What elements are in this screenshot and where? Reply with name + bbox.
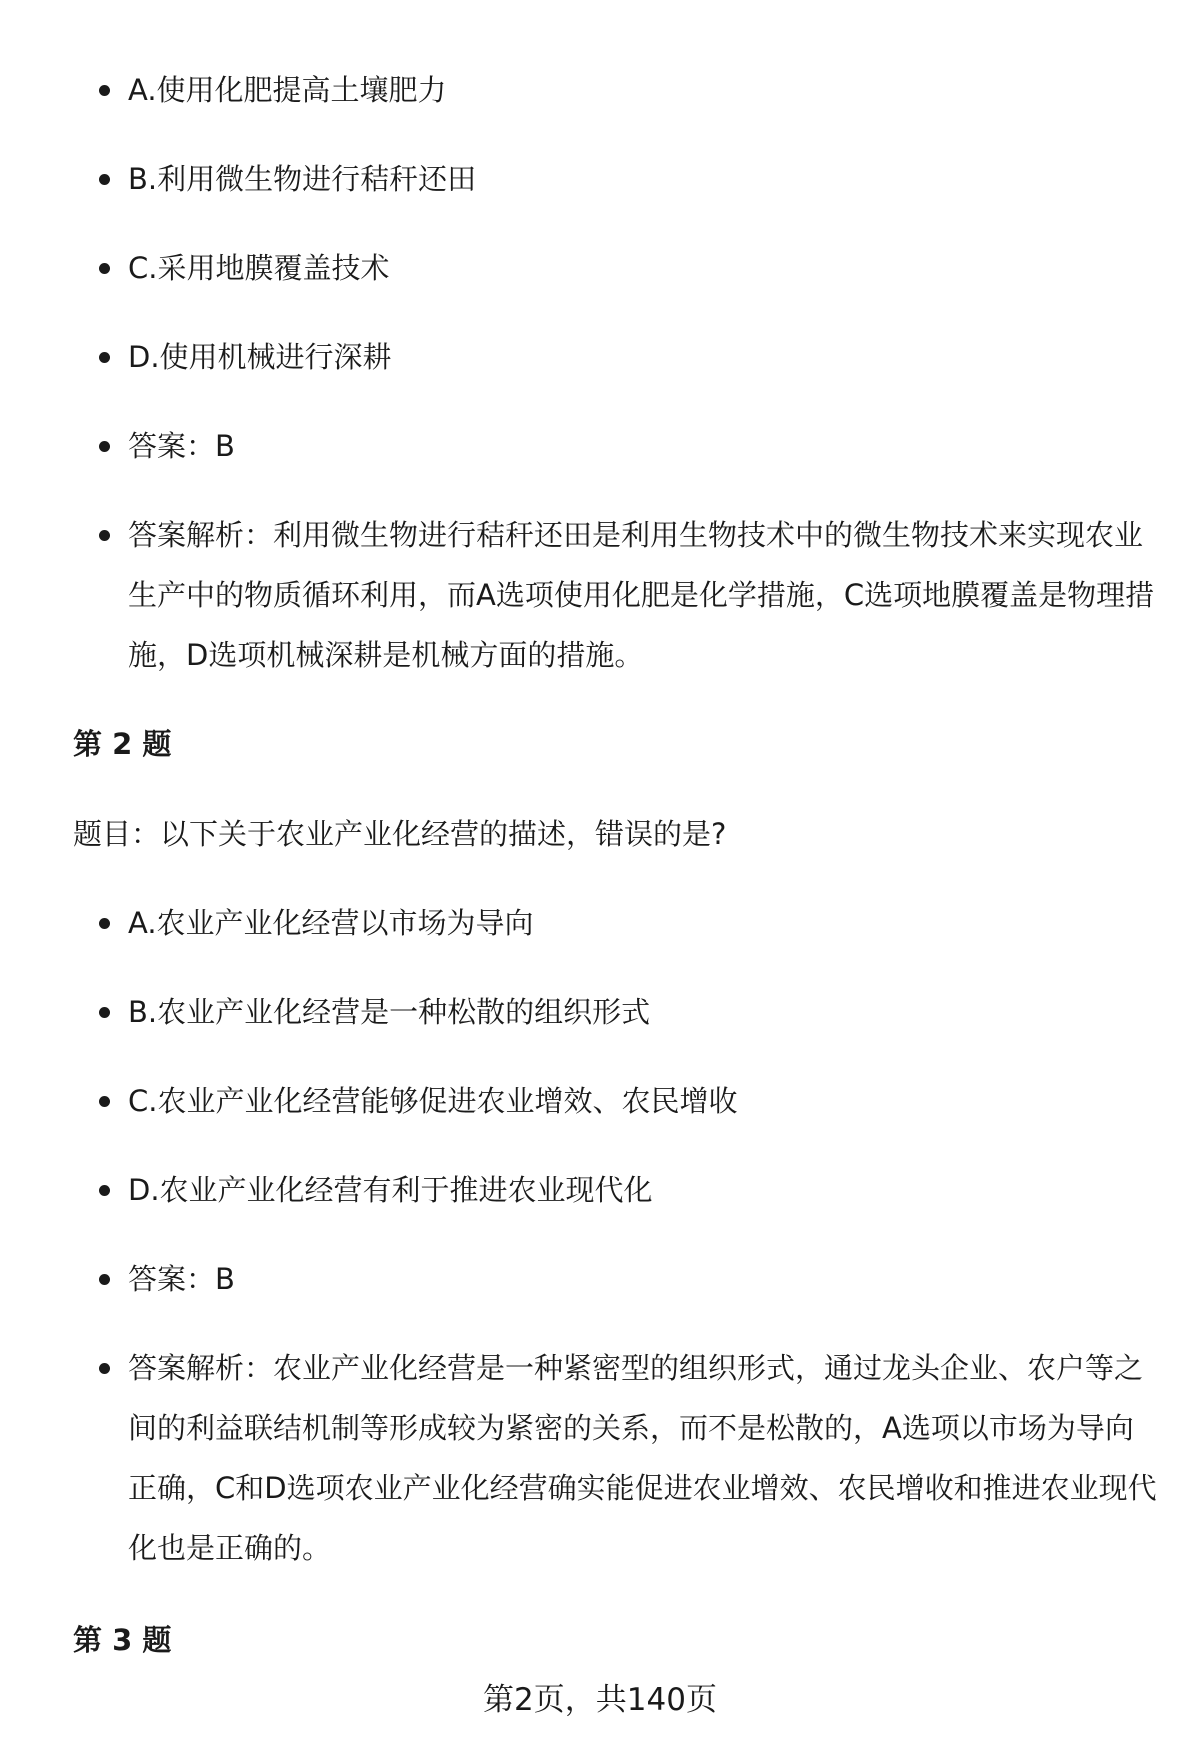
- q2-answer: 答案：B: [0, 1249, 1200, 1309]
- list-item: A.农业产业化经营以市场为导向: [0, 893, 1200, 953]
- page-number-footer: 第2页，共140页: [483, 1682, 717, 1718]
- q1-option-list: [0, 60, 1200, 714]
- list-item: D.使用机械进行深耕: [0, 327, 1200, 387]
- list-item: D.农业产业化经营有利于推进农业现代化: [0, 1160, 1200, 1220]
- list-item: A.使用化肥提高土壤肥力: [0, 60, 1200, 120]
- question-2-heading: 第 2 题: [73, 727, 172, 761]
- q1-explanation: 答案解析：利用微生物进行秸秆还田是利用生物技术中的微生物技术来实现农业生产中的物质循环利用，而A选项使用化肥是化学措施，C选项地膜覆盖是物理措施，D选项机械深耕是机械方面的措施。: [0, 505, 1200, 685]
- q2-explanation: 答案解析：农业产业化经营是一种紧密型的组织形式，通过龙头企业、农户等之间的利益联结机制等形成较为紧密的关系，而不是松散的，A选项以市场为导向正确，C和D选项农业产业化经营确实能促进农业增效、农民增收和推进农业现代化也是正确的。: [0, 1338, 1200, 1578]
- list-item: B.农业产业化经营是一种松散的组织形式: [0, 982, 1200, 1042]
- list-item: C.农业产业化经营能够促进农业增效、农民增收: [0, 1071, 1200, 1131]
- q2-option-list: [0, 893, 1200, 1607]
- question-3-heading: 第 3 题: [73, 1623, 172, 1657]
- q1-answer: 答案：B: [0, 416, 1200, 476]
- question-2-text: 题目：以下关于农业产业化经营的描述，错误的是?: [73, 817, 727, 851]
- list-item: C.采用地膜覆盖技术: [0, 238, 1200, 298]
- list-item: B.利用微生物进行秸秆还田: [0, 149, 1200, 209]
